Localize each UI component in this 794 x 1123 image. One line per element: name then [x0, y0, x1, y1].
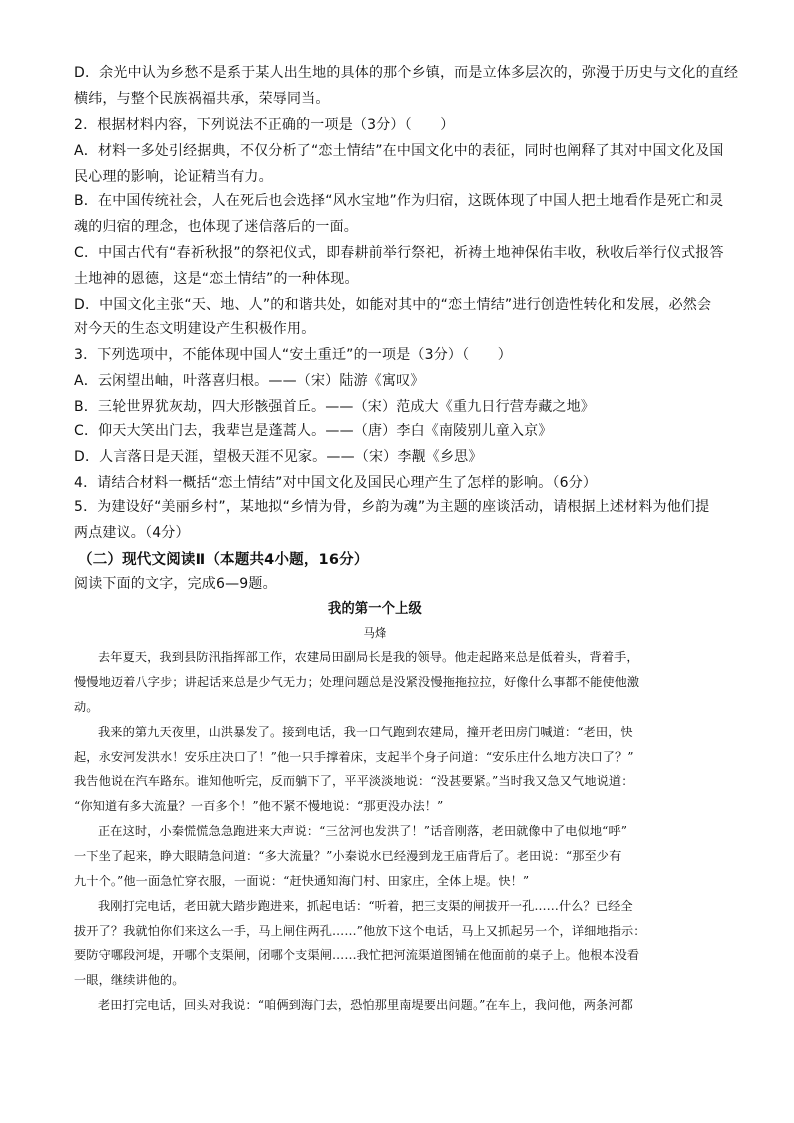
q2-option-a-line2: 民心理的影响，论证精当有力。	[74, 169, 273, 185]
story-paragraph-line: 拔开了？我就怕你们来这么一手，马上闸住两孔……”他放下这个电话，马上又抓起另一个，详细地指示：	[74, 924, 646, 938]
q2-option-d-line2: 对今天的生态文明建设产生积极作用。	[74, 321, 316, 337]
story-paragraph-line: 一下坐了起来，睁大眼睛急问道：“多大流量？”小秦说水已经漫到龙王庙背后了。老田说：“那至少有	[74, 849, 622, 863]
q3-stem: 3．下列选项中，不能体现中国人“安土重迁”的一项是（3分）（ ）	[74, 347, 512, 363]
section-header: （二）现代文阅读Ⅱ（本题共4小题，16分）	[78, 552, 369, 568]
q2-option-c-line1: C．中国古代有“春祈秋报”的祭祀仪式，即春耕前举行祭祀，祈祷土地神保佑丰收，秋收后举行仪式报答	[74, 245, 724, 261]
story-paragraph-line: 老田打完电话，回头对我说：“咱俩到海门去，恐怕那里南堤要出问题。”在车上，我问他，两条河都	[98, 998, 633, 1012]
q2-option-c-line2: 土地神的恩德，这是“恋土情结”的一种体现。	[74, 271, 359, 287]
q2-option-d-line1: D．中国文化主张“天、地、人”的和谐共处，如能对其中的“恋土情结”进行创造性转化和发展，必然会	[74, 297, 712, 313]
story-title: 我的第一个上级	[328, 601, 422, 617]
q3-option-c: C．仰天大笑出门去，我辈岂是蓬蒿人。——（唐）李白《南陵别儿童入京》	[74, 423, 553, 439]
q2-option-b-line1: B．在中国传统社会，人在死后也会选择“风水宝地”作为归宿，这既体现了中国人把土地看作是死亡和灵	[74, 193, 724, 209]
q1-option-d-line1: D．余光中认为乡愁不是系于某人出生地的具体的那个乡镇，而是立体多层次的，弥漫于历史与文化的直经	[74, 65, 739, 81]
story-paragraph-line: 慢慢地迈着八字步；讲起话来总是少气无力；处理问题总是没紧没慢拖拖拉拉，好像什么事都不能使他激	[74, 675, 640, 689]
q4-stem: 4．请结合材料一概括“恋土情结”对中国文化及国民心理产生了怎样的影响。（6分）	[74, 475, 598, 491]
story-paragraph-line: 九十个。”他一面急忙穿衣服，一面说：“赶快通知海门村、田家庄，全体上堤。快！”	[74, 874, 530, 888]
q5-stem-line2: 两点建议。（4分）	[74, 525, 190, 541]
q3-option-b: B．三轮世界犹灰劫，四大形骸强首丘。——（宋）范成大《重九日行营寿藏之地》	[74, 399, 596, 415]
story-paragraph-line: 一眼，继续讲他的。	[74, 973, 185, 987]
q2-option-b-line2: 魂的归宿的理念，也体现了迷信落后的一面。	[74, 219, 358, 235]
story-paragraph-line: 我来的第九天夜里，山洪暴发了。接到电话，我一口气跑到农建局，撞开老田房门喊道：“老田，快	[98, 725, 633, 739]
story-paragraph-line: 动。	[74, 700, 99, 714]
q3-option-d: D．人言落日是天涯，望极天涯不见家。——（宋）李觏《乡思》	[74, 449, 483, 465]
q1-option-d-line2: 横纬，与整个民族祸福共承，荣辱同当。	[74, 91, 330, 107]
story-paragraph-line: 要防守哪段河堤，开哪个支渠闸，闭哪个支渠闸……我忙把河流渠道图铺在他面前的桌子上。他根本没看	[74, 948, 640, 962]
story-paragraph-line: 起，永安河发洪水！安乐庄决口了！”他一只手撑着床，支起半个身子问道：“安乐庄什么地方决口了？”	[74, 750, 634, 764]
story-paragraph-line: “你知道有多大流量？一百多个！”他不紧不慢地说：“那更没办法！”	[74, 799, 444, 813]
story-paragraph-line: 去年夏天，我到县防汛指挥部工作，农建局田副局长是我的领导。他走起路来总是低着头，背着手，	[98, 650, 639, 664]
reading-instruction: 阅读下面的文字，完成6—9题。	[74, 576, 277, 592]
story-author: 马烽	[363, 626, 387, 640]
q2-option-a-line1: A．材料一多处引经据典，不仅分析了“恋土情结”在中国文化中的表征，同时也阐释了其对中国文化及国	[74, 143, 724, 159]
story-paragraph-line: 正在这时，小秦慌慌急急跑进来大声说：“三岔河也发洪了！”话音刚落，老田就像中了电似地“呼”	[98, 824, 628, 838]
q2-stem: 2．根据材料内容，下列说法不正确的一项是（3分）（ ）	[74, 117, 455, 133]
story-paragraph-line: 我告他说在汽车路东。谁知他听完，反而躺下了，平平淡淡地说：“没甚要紧。”当时我又急又气地说道：	[74, 774, 634, 788]
q3-option-a: A．云闲望出岫，叶落喜归根。——（宋）陆游《寓叹》	[74, 373, 425, 389]
story-paragraph-line: 我刚打完电话，老田就大踏步跑进来，抓起电话：“听着，把三支渠的闸拔开一孔……什么？已经全	[98, 899, 633, 913]
q5-stem-line1: 5．为建设好“美丽乡村”，某地拟“乡情为骨，乡韵为魂”为主题的座谈活动，请根据上述材料为他们提	[74, 499, 710, 515]
